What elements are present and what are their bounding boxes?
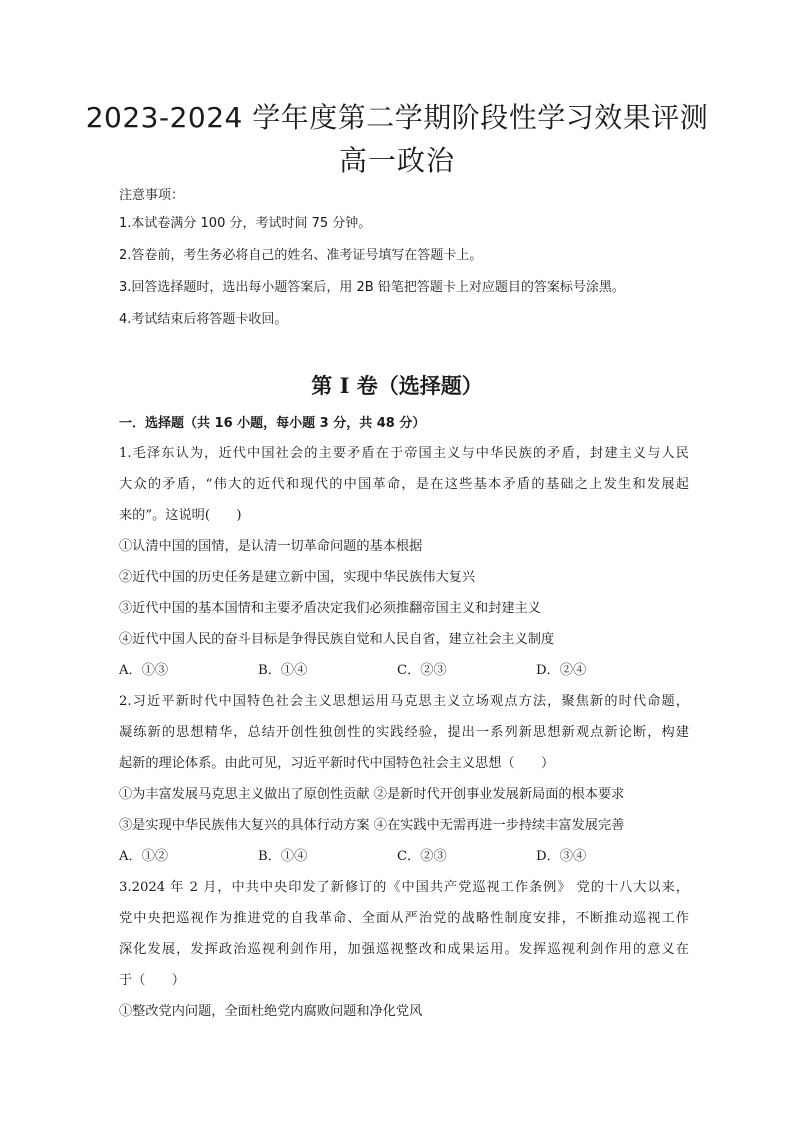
note-item: 3.回答选择题时，选出每小题答案后，用 2B 铅笔把答题卡上对应题目的答案标号涂黑。 <box>119 280 625 295</box>
question-1-line: 大众的矛盾，“伟大的近代和现代的中国革命，是在这些基本矛盾的基础之上发生和发展起 <box>119 477 689 492</box>
question-3-line: 深化发展，发挥政治巡视利剑作用，加强巡视整改和成果运用。发挥巡视利剑作用的意义在 <box>119 942 689 957</box>
question-1-statement: ①认清中国的国情，是认清一切革命问题的基本根据 <box>119 539 423 554</box>
exam-subject: 高一政治 <box>338 144 455 177</box>
question-1-statement: ③近代中国的基本国情和主要矛盾决定我们必须推翻帝国主义和封建主义 <box>119 601 541 616</box>
option-a: A．①③ <box>119 663 169 678</box>
option-c: C．②③ <box>397 849 447 864</box>
option-b: B．①④ <box>258 663 308 678</box>
section-title: 第 I 卷（选择题） <box>311 373 483 398</box>
question-2-line: 起新的理论体系。由此可见，习近平新时代中国特色社会主义思想（ ） <box>119 756 555 771</box>
question-3-line: 3.2024 年 2 月，中共中央印发了新修订的《中国共产党巡视工作条例》 党的十八大以来， <box>119 880 689 895</box>
question-2-options <box>119 841 689 872</box>
note-item: 1.本试卷满分 100 分，考试时间 75 分钟。 <box>119 216 372 231</box>
note-item: 2.答卷前，考生务必将自己的姓名、准考证号填写在答题卡上。 <box>119 248 483 263</box>
exam-title: 2023-2024 学年度第二学期阶段性学习效果评测 <box>85 101 709 134</box>
notes-heading: 注意事项： <box>119 188 185 203</box>
option-a: A．①② <box>119 849 169 864</box>
question-1-options <box>119 655 689 686</box>
questions-body <box>119 410 689 1027</box>
option-c: C．②③ <box>397 663 447 678</box>
note-item: 4.考试结束后将答题卡收回。 <box>119 312 288 327</box>
option-d: D．③④ <box>536 849 587 864</box>
question-2-statement: ③是实现中华民族伟大复兴的具体行动方案 ④在实践中无需再进一步持续丰富发展完善 <box>119 818 625 833</box>
question-1-line: 1.毛泽东认为，近代中国社会的主要矛盾在于帝国主义与中华民族的矛盾，封建主义与人民 <box>119 446 689 461</box>
question-3-statement: ①整改党内问题，全面杜绝党内腐败问题和净化党风 <box>119 1004 423 1019</box>
question-1-statement: ④近代中国人民的奋斗目标是争得民族自觉和人民自省，建立社会主义制度 <box>119 632 555 647</box>
question-3-line: 于（ ） <box>119 973 185 988</box>
question-2-statement: ①为丰富发展马克思主义做出了原创性贡献 ②是新时代开创事业发展新局面的根本要求 <box>119 787 625 802</box>
option-d: D．②④ <box>536 663 587 678</box>
question-1-line: 来的”。这说明( ) <box>119 508 242 523</box>
question-1-statement: ②近代中国的历史任务是建立新中国，实现中华民族伟大复兴 <box>119 570 476 585</box>
question-2-line: 凝练新的思想精华，总结开创性独创性的实践经验，提出一系列新思想新观点新论断，构建 <box>119 725 689 740</box>
question-3-line: 党中央把巡视作为推进党的自我革命、全面从严治党的战略性制度安排，不断推动巡视工作 <box>119 911 689 926</box>
section-heading: 一．选择题（共 16 小题，每小题 3 分，共 48 分） <box>119 416 426 431</box>
option-b: B．①④ <box>258 849 308 864</box>
question-2-line: 2.习近平新时代中国特色社会主义思想运用马克思主义立场观点方法，聚焦新的时代命题， <box>119 694 689 709</box>
notes-block <box>119 184 689 336</box>
